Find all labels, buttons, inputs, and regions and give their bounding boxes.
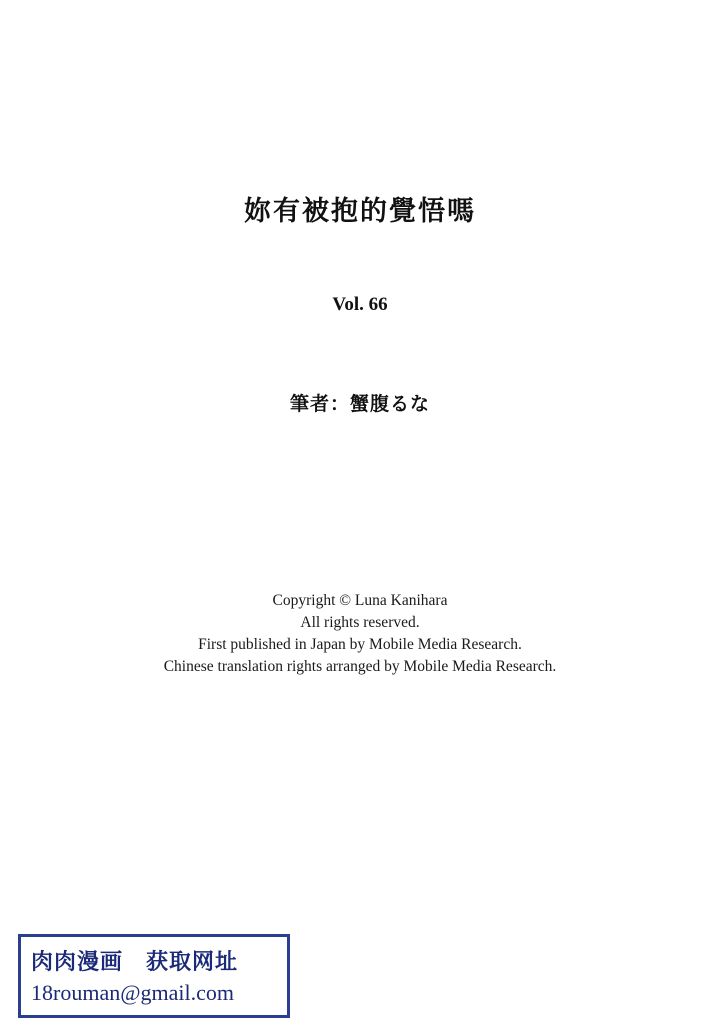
title-block [0,196,720,228]
page-title: 妳有被抱的覺悟嗎 [244,196,476,227]
copyright-block [0,590,720,678]
copyright-line-3: First published in Japan by Mobile Media Research. [198,636,522,653]
copyright-line-2: All rights reserved. [300,614,420,631]
watermark-site-name: 肉肉漫画 获取网址 [31,950,239,975]
copyright-line-1: Copyright © Luna Kanihara [272,592,448,609]
volume-label: Vol. 66 [332,294,388,315]
watermark-badge [18,934,290,1018]
copyright-line-4: Chinese translation rights arranged by Mobile Media Research. [163,658,557,675]
author-line: 筆者：蟹腹るな [289,393,430,415]
watermark-email: 18rouman@gmail.com [31,980,234,1005]
